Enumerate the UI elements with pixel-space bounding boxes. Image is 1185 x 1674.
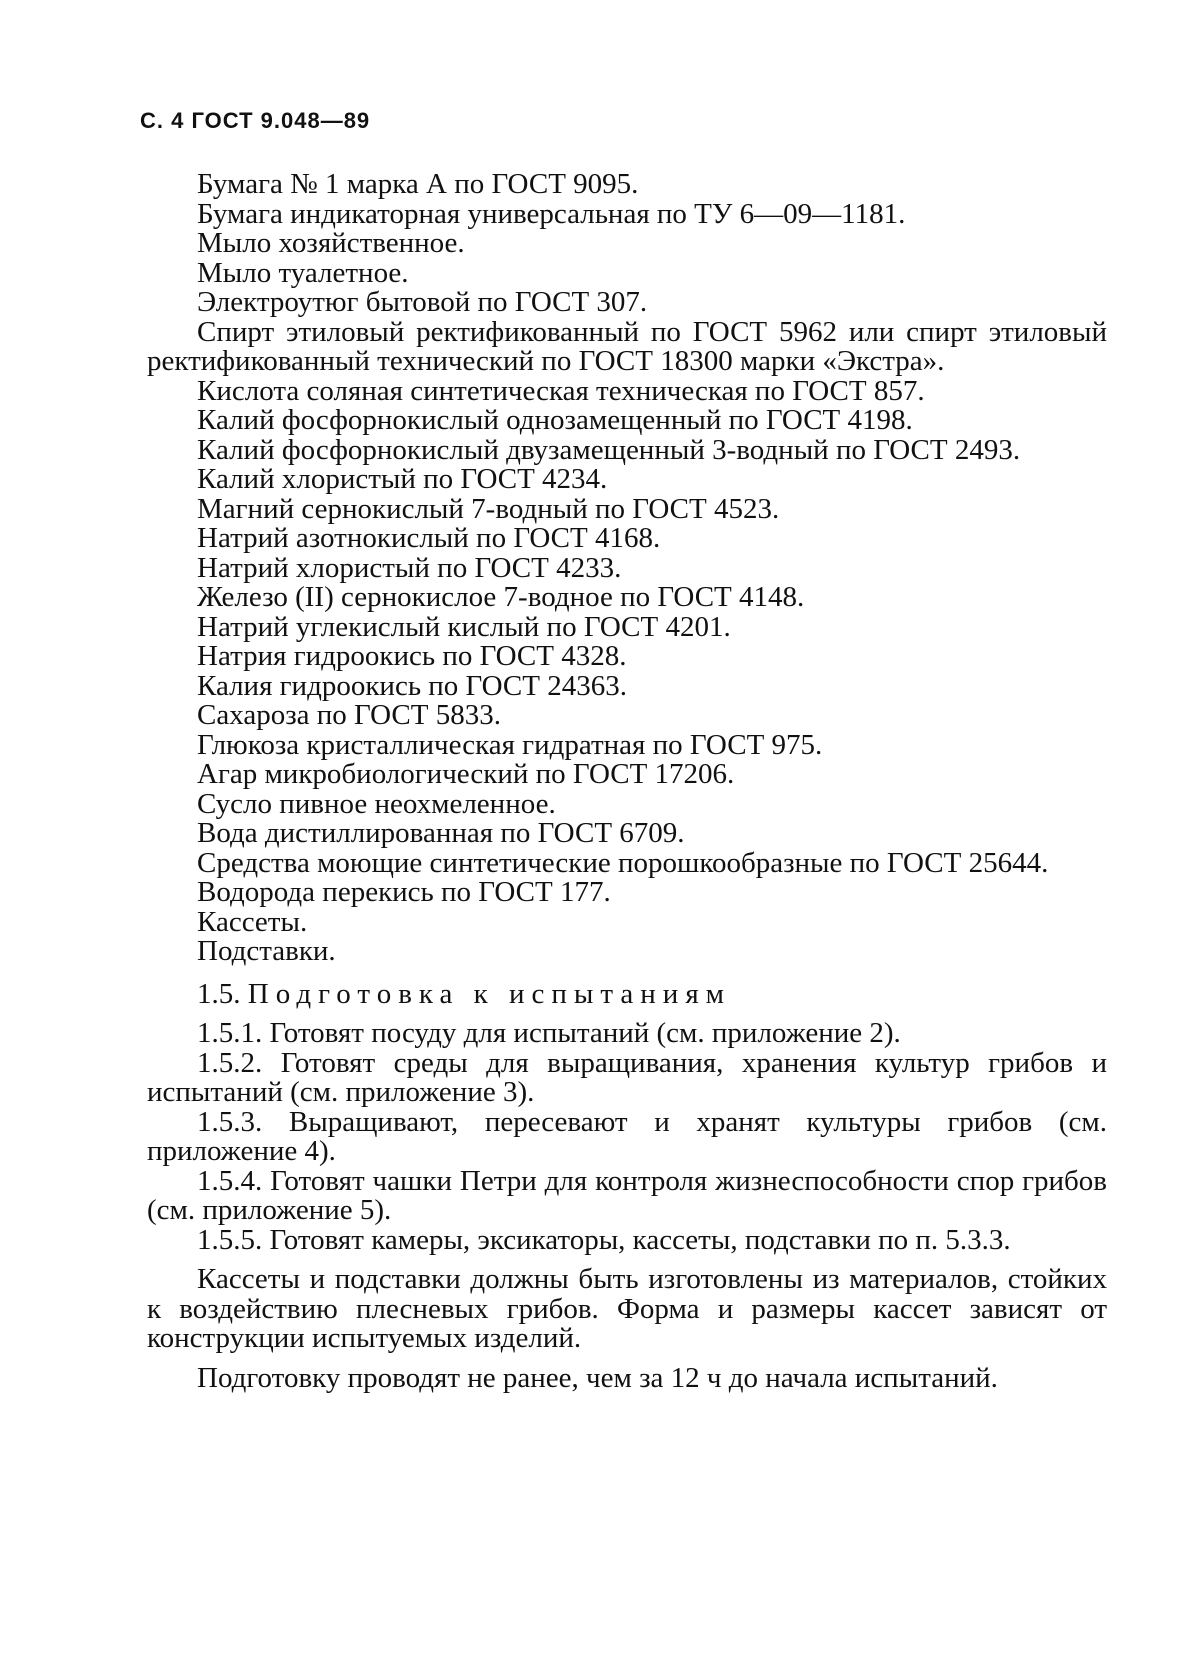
steps-list [147, 1019, 1107, 1255]
material-item: Средства моющие синтетические порошкообразные по ГОСТ 25644. [197, 846, 1049, 879]
material-item: Мыло туалетное. [197, 256, 409, 289]
material-item: Натрия гидроокись по ГОСТ 4328. [197, 640, 627, 672]
step-item: 1.5.2. Готовят среды для выращивания, хранения культур грибов и испытаний (см. приложение 3). [147, 1046, 1107, 1108]
material-item: Подставки. [197, 935, 336, 967]
step-item: 1.5.5. Готовят камеры, эксикаторы, кассеты, подставки по п. 5.3.3. [197, 1223, 1011, 1256]
material-item: Калий фосфорнокислый двузамещенный 3-водный по ГОСТ 2493. [197, 433, 1021, 466]
material-item: Мыло хозяйственное. [197, 227, 465, 259]
material-item: Спирт этиловый ректификованный по ГОСТ 5962 или спирт этиловый ректификованный технический по ГОСТ 18300 марки «Экстра». [147, 315, 1107, 377]
page-header: С. 4 ГОСТ 9.048—89 [140, 108, 371, 133]
material-item: Магний сернокислый 7-водный по ГОСТ 4523. [197, 492, 780, 525]
material-item: Агар микробиологический по ГОСТ 17206. [197, 758, 735, 790]
material-item: Сахароза по ГОСТ 5833. [197, 699, 501, 731]
material-item: Бумага № 1 марка А по ГОСТ 9095. [197, 168, 639, 200]
note-paragraph: Кассеты и подставки должны быть изготовлены из материалов, стойких к воздействию плесневых грибов. Форма и размеры кассет зависят от конструкции испытуемых изделий. [147, 1263, 1107, 1354]
material-item: Вода дистиллированная по ГОСТ 6709. [197, 817, 685, 849]
material-item: Железо (II) сернокислое 7-водное по ГОСТ 4148. [197, 581, 805, 613]
material-item: Сусло пивное неохмеленное. [197, 787, 556, 820]
material-item: Натрий углекислый кислый по ГОСТ 4201. [197, 610, 731, 643]
materials-list [147, 170, 1107, 967]
step-item: 1.5.4. Готовят чашки Петри для контроля жизнеспособности спор грибов (см. приложение 5). [147, 1164, 1107, 1226]
notes-list [147, 1265, 1107, 1393]
material-item: Водорода перекись по ГОСТ 177. [197, 876, 611, 908]
material-item: Калий фосфорнокислый однозамещенный по ГОСТ 4198. [197, 404, 913, 436]
material-item: Бумага индикаторная универсальная по ТУ 6—09—1181. [197, 197, 906, 230]
section-number: 1.5. [197, 977, 241, 1010]
document-body [147, 170, 1107, 1393]
material-item: Калий хлористый по ГОСТ 4234. [197, 463, 608, 495]
note-paragraph: Подготовку проводят не ранее, чем за 12 ч до начала испытаний. [197, 1361, 998, 1394]
step-item: 1.5.1. Готовят посуду для испытаний (см. приложение 2). [197, 1017, 901, 1049]
material-item: Калия гидроокись по ГОСТ 24363. [197, 669, 627, 702]
material-item: Электроутюг бытовой по ГОСТ 307. [197, 286, 648, 318]
material-item: Глюкоза кристаллическая гидратная по ГОСТ 975. [197, 728, 823, 761]
section-title: Подготовка к испытаниям [247, 977, 732, 1010]
material-item: Кассеты. [197, 905, 308, 938]
step-item: 1.5.3. Выращивают, пересевают и хранят культуры грибов (см. приложение 4). [147, 1105, 1107, 1167]
material-item: Натрий хлористый по ГОСТ 4233. [197, 551, 622, 584]
section-heading [147, 977, 1107, 1010]
material-item: Кислота соляная синтетическая техническая по ГОСТ 857. [197, 374, 925, 407]
material-item: Натрий азотнокислый по ГОСТ 4168. [197, 522, 661, 554]
